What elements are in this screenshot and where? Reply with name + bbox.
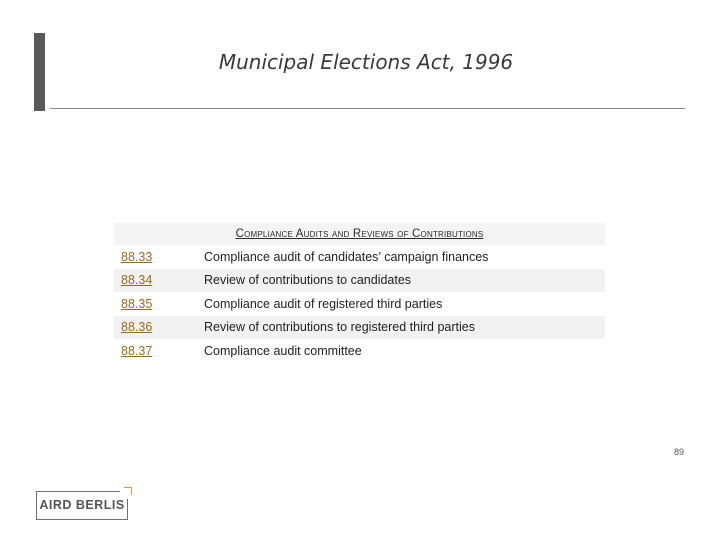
title-divider <box>50 108 685 109</box>
table-row <box>114 245 605 269</box>
table-row <box>114 339 605 363</box>
firm-logo <box>36 491 128 520</box>
sections-table-heading <box>114 223 605 245</box>
logo-text: AIRD BERLIS <box>39 498 125 512</box>
section-number-link[interactable]: 88.35 <box>121 296 153 311</box>
section-title: Review of contributions to candidates <box>204 273 412 288</box>
table-row <box>114 269 605 293</box>
title-accent-bar <box>34 33 45 111</box>
page-number: 89 <box>673 447 684 457</box>
section-title: Compliance audit of candidates’ campaign finances <box>204 249 489 264</box>
section-number-link[interactable]: 88.36 <box>121 320 153 335</box>
table-row <box>114 316 605 340</box>
section-number-link[interactable]: 88.37 <box>121 343 153 358</box>
slide-title: Municipal Elections Act, 1996 <box>218 50 514 74</box>
logo-gold-corner <box>124 487 132 495</box>
section-number-link[interactable]: 88.34 <box>121 273 153 288</box>
section-number-link[interactable]: 88.33 <box>121 249 153 264</box>
section-title: Compliance audit of registered third parties <box>204 296 443 311</box>
sections-table <box>114 223 605 363</box>
sections-heading-text: Compliance Audits and Reviews of Contributions <box>235 228 484 240</box>
section-title: Review of contributions to registered third parties <box>204 320 475 335</box>
section-title: Compliance audit committee <box>204 343 362 358</box>
table-row <box>114 292 605 316</box>
